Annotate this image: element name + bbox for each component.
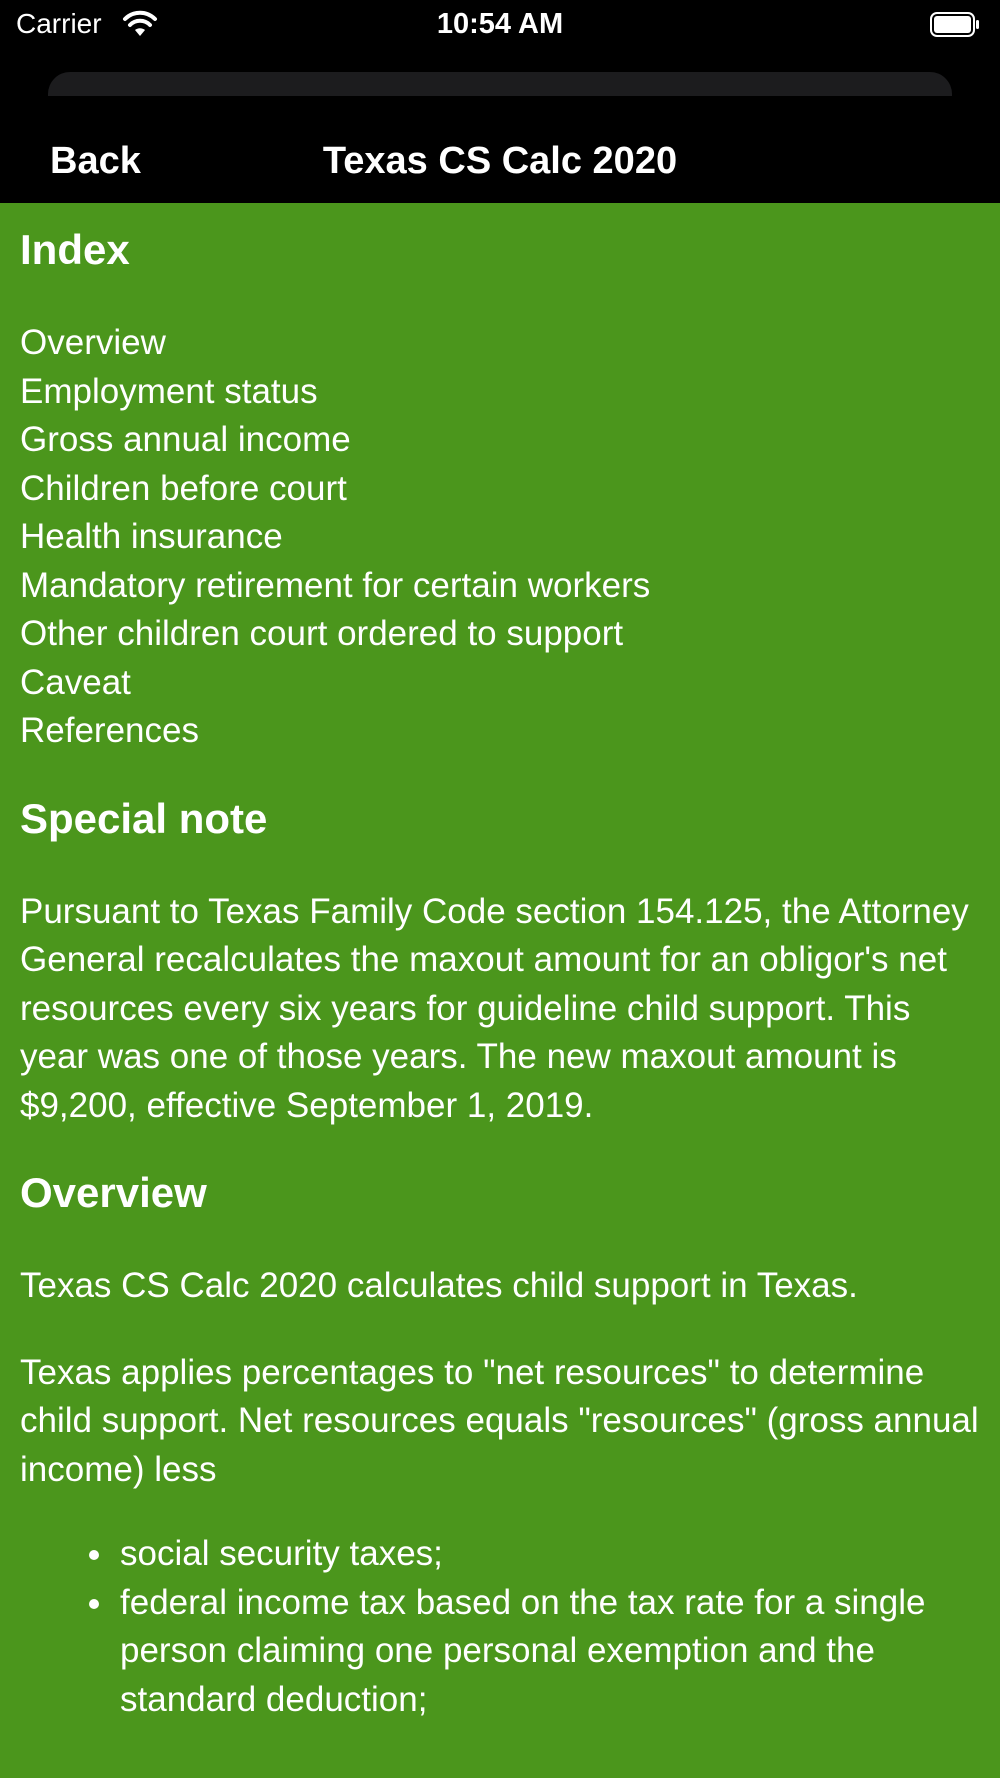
index-heading: Index bbox=[20, 226, 130, 273]
index-link-children-before-court[interactable]: Children before court bbox=[20, 468, 347, 508]
battery-icon bbox=[930, 12, 980, 37]
index-link-caveat[interactable]: Caveat bbox=[20, 662, 131, 702]
status-bar bbox=[0, 0, 1000, 52]
list-item: • federal income tax based on the tax rate for a single person claiming one personal exemption and the standard deduction; bbox=[116, 1579, 985, 1725]
page-title: Texas CS Calc 2020 bbox=[322, 140, 678, 182]
clock: 10:54 AM bbox=[436, 8, 564, 40]
index-link-mandatory-retirement[interactable]: Mandatory retirement for certain workers bbox=[20, 565, 651, 605]
index-link-overview[interactable]: Overview bbox=[20, 323, 166, 362]
index-link-health-insurance[interactable]: Health insurance bbox=[20, 517, 283, 556]
index-link-employment-status[interactable]: Employment status bbox=[20, 371, 318, 411]
index-link-gross-annual-income[interactable]: Gross annual income bbox=[20, 420, 351, 459]
overview-paragraph-1: Texas CS Calc 2020 calculates child support in Texas. bbox=[20, 1266, 858, 1305]
special-note-text: Pursuant to Texas Family Code section 154.125, the Attorney General recalculates the maxout amount for an obligor's net resources every six years for guideline child support. This year was one of those years. The new maxout amount is $9,200, effective September 1, 2019. bbox=[20, 891, 969, 1125]
carrier-label: Carrier bbox=[16, 8, 102, 39]
index-link-references[interactable]: References bbox=[20, 711, 199, 750]
list-item: • social security taxes; bbox=[116, 1530, 985, 1579]
index-list bbox=[20, 319, 985, 756]
back-button[interactable]: Back bbox=[50, 140, 141, 182]
overview-paragraph-2: Texas applies percentages to "net resources" to determine child support. Net resources equals "resources" (gross annual income) less bbox=[20, 1352, 979, 1489]
special-note-heading: Special note bbox=[20, 794, 268, 842]
index-link-other-children[interactable]: Other children court ordered to support bbox=[20, 614, 624, 653]
help-content[interactable] bbox=[20, 203, 985, 1724]
navigation-bar bbox=[0, 52, 1000, 203]
net-resources-deductions-list bbox=[20, 1530, 985, 1724]
sheet-background-card bbox=[48, 72, 952, 96]
overview-heading: Overview bbox=[20, 1169, 207, 1216]
